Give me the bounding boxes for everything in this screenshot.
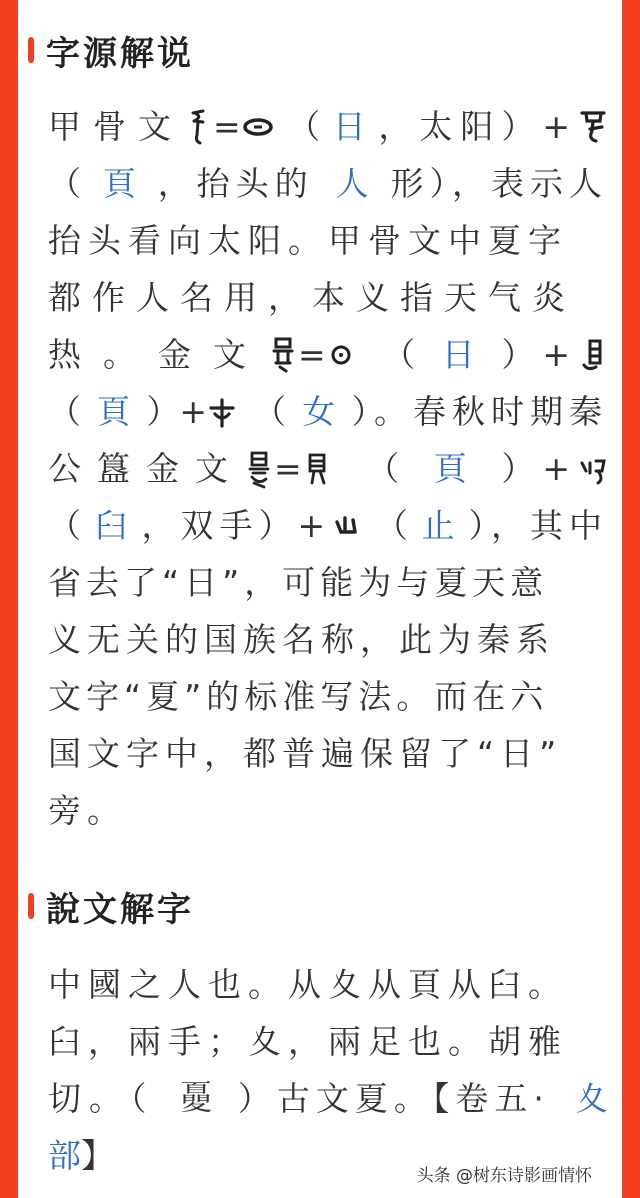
link-ye-3[interactable]: 頁 <box>433 449 467 488</box>
link-bu[interactable]: 部 <box>48 1136 81 1175</box>
section-heading-etymology <box>28 30 194 74</box>
section-title: 字源解说 <box>46 33 194 74</box>
link-jiu[interactable]: 臼 <box>94 506 128 545</box>
link-zhi[interactable]: 止 <box>421 506 455 545</box>
qin-zhi-icon <box>331 504 361 548</box>
text-line: （ 臼 ，双手）+ （ 止 ），其中 <box>48 497 608 554</box>
text-span: 甲骨文 <box>48 107 183 146</box>
text-line: 臼，兩手；夊，兩足也。胡雅 <box>48 1022 568 1061</box>
link-ye-2[interactable]: 頁 <box>97 392 131 431</box>
text-line: 文字“夏”的标准写法。而在六 <box>48 677 549 716</box>
text-line: 省去了“日”，可能为与夏天意 <box>48 563 549 602</box>
text-line: 公簋金文 = （ 頁 ）+ <box>48 440 608 497</box>
oracle-ri-icon <box>241 105 275 149</box>
qin-xia-icon <box>244 447 274 491</box>
heading-accent-bar <box>28 37 34 63</box>
oracle-xia-icon <box>183 105 213 149</box>
oracle-ye-icon <box>578 105 608 149</box>
section-title: 說文解字 <box>46 889 194 930</box>
link-ye[interactable]: 頁 <box>102 164 136 203</box>
equals-sign: = <box>213 107 241 146</box>
section-heading-shuowen <box>28 886 194 930</box>
link-nv[interactable]: 女 <box>302 392 336 431</box>
link-sui[interactable]: 夊 <box>574 1079 608 1118</box>
text-line: 切。（ 𡕾 ）古文夏。【卷五· 夊 <box>48 1070 608 1127</box>
link-ri-2[interactable]: 日 <box>441 335 475 374</box>
text-line: （ 頁 ）+ （ 女 ）。春秋时期秦 <box>48 383 608 440</box>
watermark: 头条 @树东诗影画情怀 <box>416 1166 592 1186</box>
bronze-nv-icon <box>207 390 237 434</box>
etymology-paragraph <box>48 98 608 839</box>
link-ri[interactable]: 日 <box>332 107 366 146</box>
shuowen-paragraph <box>48 956 608 1184</box>
text-line: 国文字中，都普遍保留了“日” <box>48 734 563 773</box>
qin-jiu-icon <box>578 447 608 491</box>
text-line: 义无关的国族名称，此为秦系 <box>48 620 555 659</box>
text-line: 中國之人也。从夊从頁从臼。 <box>48 965 568 1004</box>
link-ren[interactable]: 人 <box>335 164 369 203</box>
article-page <box>18 0 622 1198</box>
text-line: 抬头看向太阳。甲骨文中夏字 <box>48 221 568 260</box>
heading-accent-bar <box>28 893 34 919</box>
qin-ye-icon <box>302 447 332 491</box>
text-line: 都作人名用，本义指天气炎 <box>48 278 576 317</box>
text-line: 甲骨文 = （ 日 ，太阳）+ <box>48 98 608 155</box>
text-line: 旁。 <box>48 791 126 830</box>
text-line: （ 頁 ，抬头的 人 形），表示人 <box>48 155 608 212</box>
bronze-xia-icon <box>268 333 298 377</box>
text-line: 热。金文 = （ 日 ）+ <box>48 326 608 383</box>
bronze-ri-icon <box>326 333 356 377</box>
text-line: 部】 <box>48 1136 114 1175</box>
bronze-ye-icon <box>578 333 608 377</box>
